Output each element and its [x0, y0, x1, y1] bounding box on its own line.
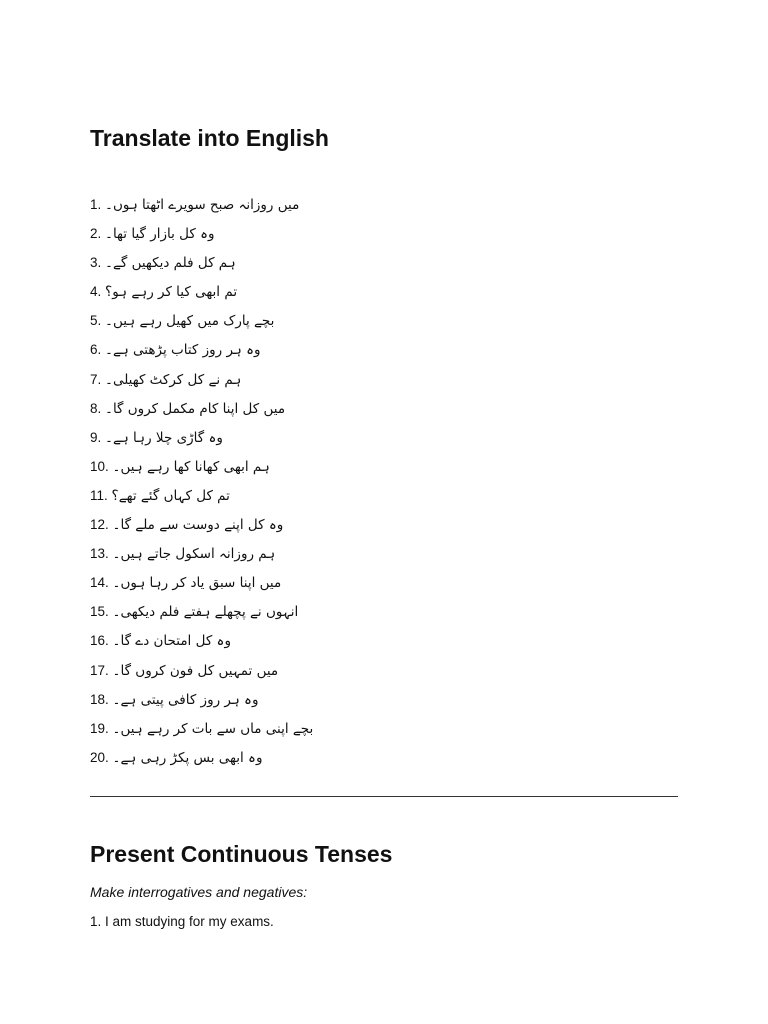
list-item [90, 310, 313, 339]
list-item-urdu-text: بچے پارک میں کھیل رہے ہیں۔ [105, 313, 275, 330]
list-item-urdu-text: تم ابھی کیا کر رہے ہو؟ [105, 284, 238, 301]
list-item [90, 630, 313, 659]
list-item-urdu-text: میں اپنا سبق یاد کر رہا ہوں۔ [112, 575, 282, 592]
list-item-number: 4. [90, 284, 102, 300]
list-item-urdu-text: ہم نے کل کرکٹ کھیلی۔ [105, 371, 242, 388]
list-item [90, 718, 313, 747]
list-item-number: 12. [90, 517, 109, 533]
list-item-number: 10. [90, 458, 109, 474]
list-item [90, 339, 313, 368]
list-item [90, 543, 313, 572]
list-item [90, 485, 313, 514]
list-item-urdu-text: وہ کل امتحان دے گا۔ [112, 633, 231, 650]
list-item [90, 369, 313, 398]
list-item-urdu-text: وہ کل اپنے دوست سے ملے گا۔ [112, 517, 284, 534]
list-item [90, 572, 313, 601]
list-item-number: 8. [90, 400, 102, 416]
list-item [90, 601, 313, 630]
section-title-present-continuous: Present Continuous Tenses [90, 841, 393, 867]
list-item-number: 6. [90, 342, 102, 358]
list-item-number: 15. [90, 604, 109, 620]
list-item-number: 14. [90, 575, 109, 591]
list-item-number: 18. [90, 691, 109, 707]
instruction-text: Make interrogatives and negatives: [90, 884, 308, 900]
list-item-urdu-text: وہ کل بازار گیا تھا۔ [105, 226, 215, 243]
list-item [90, 514, 313, 543]
list-item-urdu-text: میں روزانہ صبح سویرے اٹھتا ہوں۔ [105, 197, 300, 213]
list-item-urdu-text: ہم ابھی کھانا کھا رہے ہیں۔ [112, 458, 270, 475]
list-item-number: 13. [90, 546, 109, 562]
section-title-translate: Translate into English [90, 125, 329, 151]
list-item-urdu-text: ہم کل فلم دیکھیں گے۔ [105, 255, 236, 272]
list-item-number: 2. [90, 226, 102, 242]
list-item-urdu-text: میں کل اپنا کام مکمل کروں گا۔ [105, 400, 286, 417]
list-item [90, 427, 313, 456]
list-item [90, 252, 313, 281]
list-item-urdu-text: وہ ہر روز کافی پیتی ہے۔ [112, 691, 259, 708]
list-item [90, 660, 313, 689]
list-item-urdu-text: تم کل کہاں گئے تھے؟ [111, 487, 230, 504]
list-item [90, 281, 313, 310]
list-item [90, 689, 313, 718]
horizontal-rule [90, 796, 678, 797]
list-item-number: 20. [90, 749, 109, 765]
translation-list [90, 194, 313, 776]
list-item [90, 194, 313, 223]
exercise-item: 1. I am studying for my exams. [90, 914, 274, 929]
list-item-number: 17. [90, 662, 109, 678]
list-item-number: 3. [90, 255, 102, 271]
list-item-urdu-text: وہ ابھی بس پکڑ رہی ہے۔ [112, 749, 263, 766]
list-item-number: 9. [90, 429, 102, 445]
list-item [90, 456, 313, 485]
list-item-urdu-text: وہ گاڑی چلا رہا ہے۔ [105, 429, 223, 446]
list-item-urdu-text: وہ ہر روز کتاب پڑھتی ہے۔ [105, 342, 261, 359]
list-item [90, 747, 313, 776]
list-item [90, 398, 313, 427]
list-item-urdu-text: انہوں نے پچھلے ہفتے فلم دیکھی۔ [112, 604, 299, 621]
list-item [90, 223, 313, 252]
list-item-urdu-text: میں تمہیں کل فون کروں گا۔ [112, 662, 279, 679]
list-item-urdu-text: ہم روزانہ اسکول جاتے ہیں۔ [112, 546, 276, 563]
list-item-urdu-text: بچے اپنی ماں سے بات کر رہے ہیں۔ [112, 720, 314, 737]
list-item-number: 1. [90, 197, 102, 212]
list-item-number: 7. [90, 371, 102, 387]
list-item-number: 19. [90, 720, 109, 736]
list-item-number: 16. [90, 633, 109, 649]
list-item-number: 11. [90, 487, 108, 503]
list-item-number: 5. [90, 313, 102, 329]
